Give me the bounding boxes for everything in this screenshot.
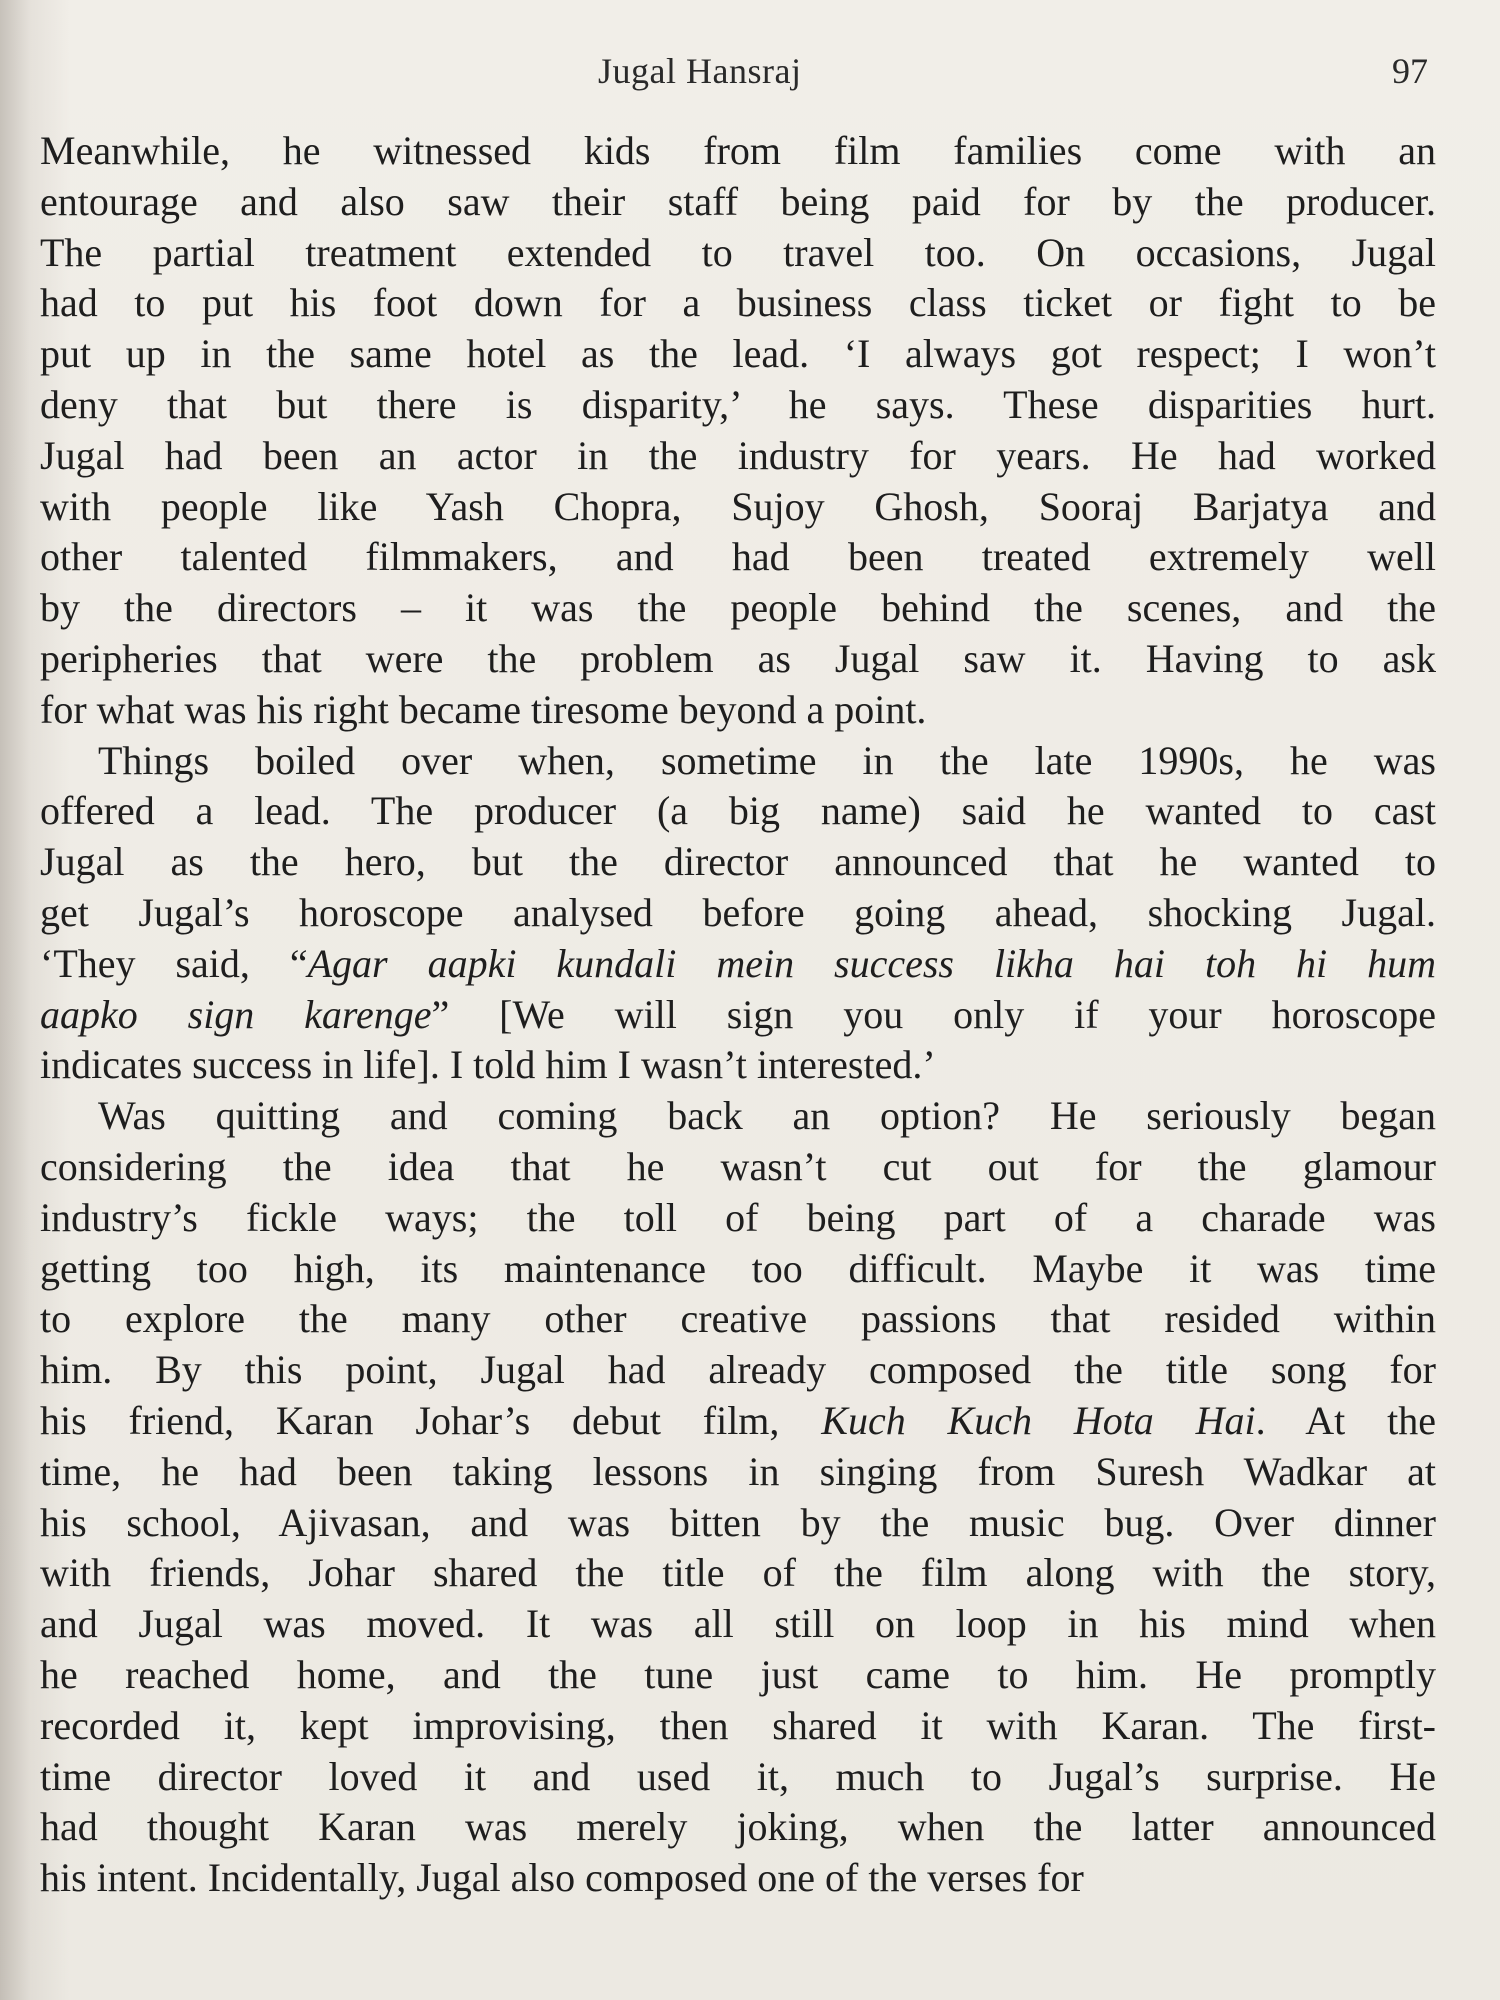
- text-line: [40, 837, 1436, 888]
- text-segment: . At the: [1255, 1397, 1436, 1443]
- text-segment: his friend, Karan Johar’s debut film,: [40, 1397, 822, 1443]
- text-segment: ‘They said, “: [40, 940, 308, 986]
- text-segment: Jugal had been an actor in the industry for years. He had worked: [40, 432, 1436, 478]
- text-line: [40, 482, 1436, 533]
- text-segment: The partial treatment extended to travel too. On occasions, Jugal: [40, 229, 1436, 275]
- text-segment: his school, Ajivasan, and was bitten by the music bug. Over dinner: [40, 1499, 1436, 1545]
- text-segment: deny that but there is disparity,’ he says. These disparities hurt.: [40, 381, 1436, 427]
- text-segment: his intent. Incidentally, Jugal also composed one of the verses for: [40, 1855, 1084, 1901]
- text-line: [40, 1244, 1436, 1295]
- italic-text: Agar aapki kundali mein success likha hai toh hi hum: [307, 940, 1436, 986]
- text-line: [40, 888, 1436, 939]
- italic-text: aapko sign karenge: [40, 991, 432, 1037]
- text-segment: getting too high, its maintenance too difficult. Maybe it was time: [40, 1245, 1436, 1291]
- text-line: [40, 1091, 1436, 1142]
- italic-text: Kuch Kuch Hota Hai: [821, 1397, 1256, 1443]
- paragraph: [40, 126, 1436, 736]
- text-segment: ” [We will sign you only if your horoscope: [431, 991, 1436, 1037]
- text-segment: other talented filmmakers, and had been treated extremely well: [40, 534, 1436, 580]
- text-segment: for what was his right became tiresome beyond a point.: [40, 686, 927, 732]
- text-line: [40, 1040, 1436, 1091]
- text-line: [40, 583, 1436, 634]
- text-segment: entourage and also saw their staff being paid for by the producer.: [40, 178, 1436, 224]
- text-segment: offered a lead. The producer (a big name) said he wanted to cast: [40, 788, 1436, 834]
- text-line: [40, 380, 1436, 431]
- text-line: [40, 126, 1436, 177]
- text-segment: Things boiled over when, sometime in the late 1990s, he was: [98, 737, 1436, 783]
- text-segment: time director loved it and used it, much to Jugal’s surprise. He: [40, 1753, 1436, 1799]
- text-segment: indicates success in life]. I told him I wasn’t interested.’: [40, 1042, 936, 1088]
- text-line: [40, 329, 1436, 380]
- text-line: [40, 1345, 1436, 1396]
- text-segment: with friends, Johar shared the title of the film along with the story,: [40, 1550, 1436, 1596]
- text-line: [40, 532, 1436, 583]
- text-line: [40, 786, 1436, 837]
- text-line: [40, 1447, 1436, 1498]
- text-line: [40, 431, 1436, 482]
- text-segment: had thought Karan was merely joking, when the latter announced: [40, 1804, 1436, 1850]
- text-segment: time, he had been taking lessons in singing from Suresh Wadkar at: [40, 1448, 1436, 1494]
- text-line: [40, 1294, 1436, 1345]
- text-segment: and Jugal was moved. It was all still on loop in his mind when: [40, 1601, 1436, 1647]
- text-line: [40, 1650, 1436, 1701]
- text-line: [40, 990, 1436, 1041]
- text-line: [40, 1498, 1436, 1549]
- text-segment: industry’s fickle ways; the toll of being part of a charade was: [40, 1194, 1436, 1240]
- text-line: [40, 1599, 1436, 1650]
- text-line: [40, 177, 1436, 228]
- page-number: 97: [1392, 51, 1428, 91]
- text-line: [40, 1193, 1436, 1244]
- paragraph: [40, 1091, 1436, 1904]
- running-head-title: Jugal Hansraj: [598, 51, 802, 91]
- text-segment: he reached home, and the tune just came to him. He promptly: [40, 1651, 1436, 1697]
- text-segment: with people like Yash Chopra, Sujoy Ghosh, Sooraj Barjatya and: [40, 483, 1436, 529]
- text-segment: Was quitting and coming back an option? He seriously began: [98, 1093, 1436, 1139]
- body-text: [40, 126, 1436, 1904]
- text-line: [40, 278, 1436, 329]
- text-line: [40, 1142, 1436, 1193]
- text-line: [40, 1853, 1436, 1904]
- text-segment: him. By this point, Jugal had already composed the title song for: [40, 1347, 1436, 1393]
- text-line: [40, 1396, 1436, 1447]
- text-line: [40, 736, 1436, 787]
- text-segment: Meanwhile, he witnessed kids from film families come with an: [40, 128, 1436, 173]
- text-segment: recorded it, kept improvising, then shared it with Karan. The first-: [40, 1702, 1436, 1748]
- text-segment: to explore the many other creative passions that resided within: [40, 1296, 1436, 1342]
- text-line: [40, 1701, 1436, 1752]
- text-line: [40, 228, 1436, 279]
- text-segment: peripheries that were the problem as Jugal saw it. Having to ask: [40, 635, 1436, 681]
- text-line: [40, 1548, 1436, 1599]
- text-segment: Jugal as the hero, but the director announced that he wanted to: [40, 839, 1436, 885]
- text-segment: by the directors – it was the people behind the scenes, and the: [40, 585, 1436, 631]
- text-segment: put up in the same hotel as the lead. ‘I always got respect; I won’t: [40, 331, 1436, 377]
- text-segment: get Jugal’s horoscope analysed before going ahead, shocking Jugal.: [40, 889, 1436, 935]
- running-head: [0, 42, 1500, 98]
- paragraph: [40, 736, 1436, 1092]
- text-line: [40, 685, 1436, 736]
- text-segment: had to put his foot down for a business class ticket or fight to be: [40, 280, 1436, 326]
- text-line: [40, 939, 1436, 990]
- text-line: [40, 634, 1436, 685]
- text-line: [40, 1752, 1436, 1803]
- text-segment: considering the idea that he wasn’t cut out for the glamour: [40, 1143, 1436, 1189]
- text-line: [40, 1802, 1436, 1853]
